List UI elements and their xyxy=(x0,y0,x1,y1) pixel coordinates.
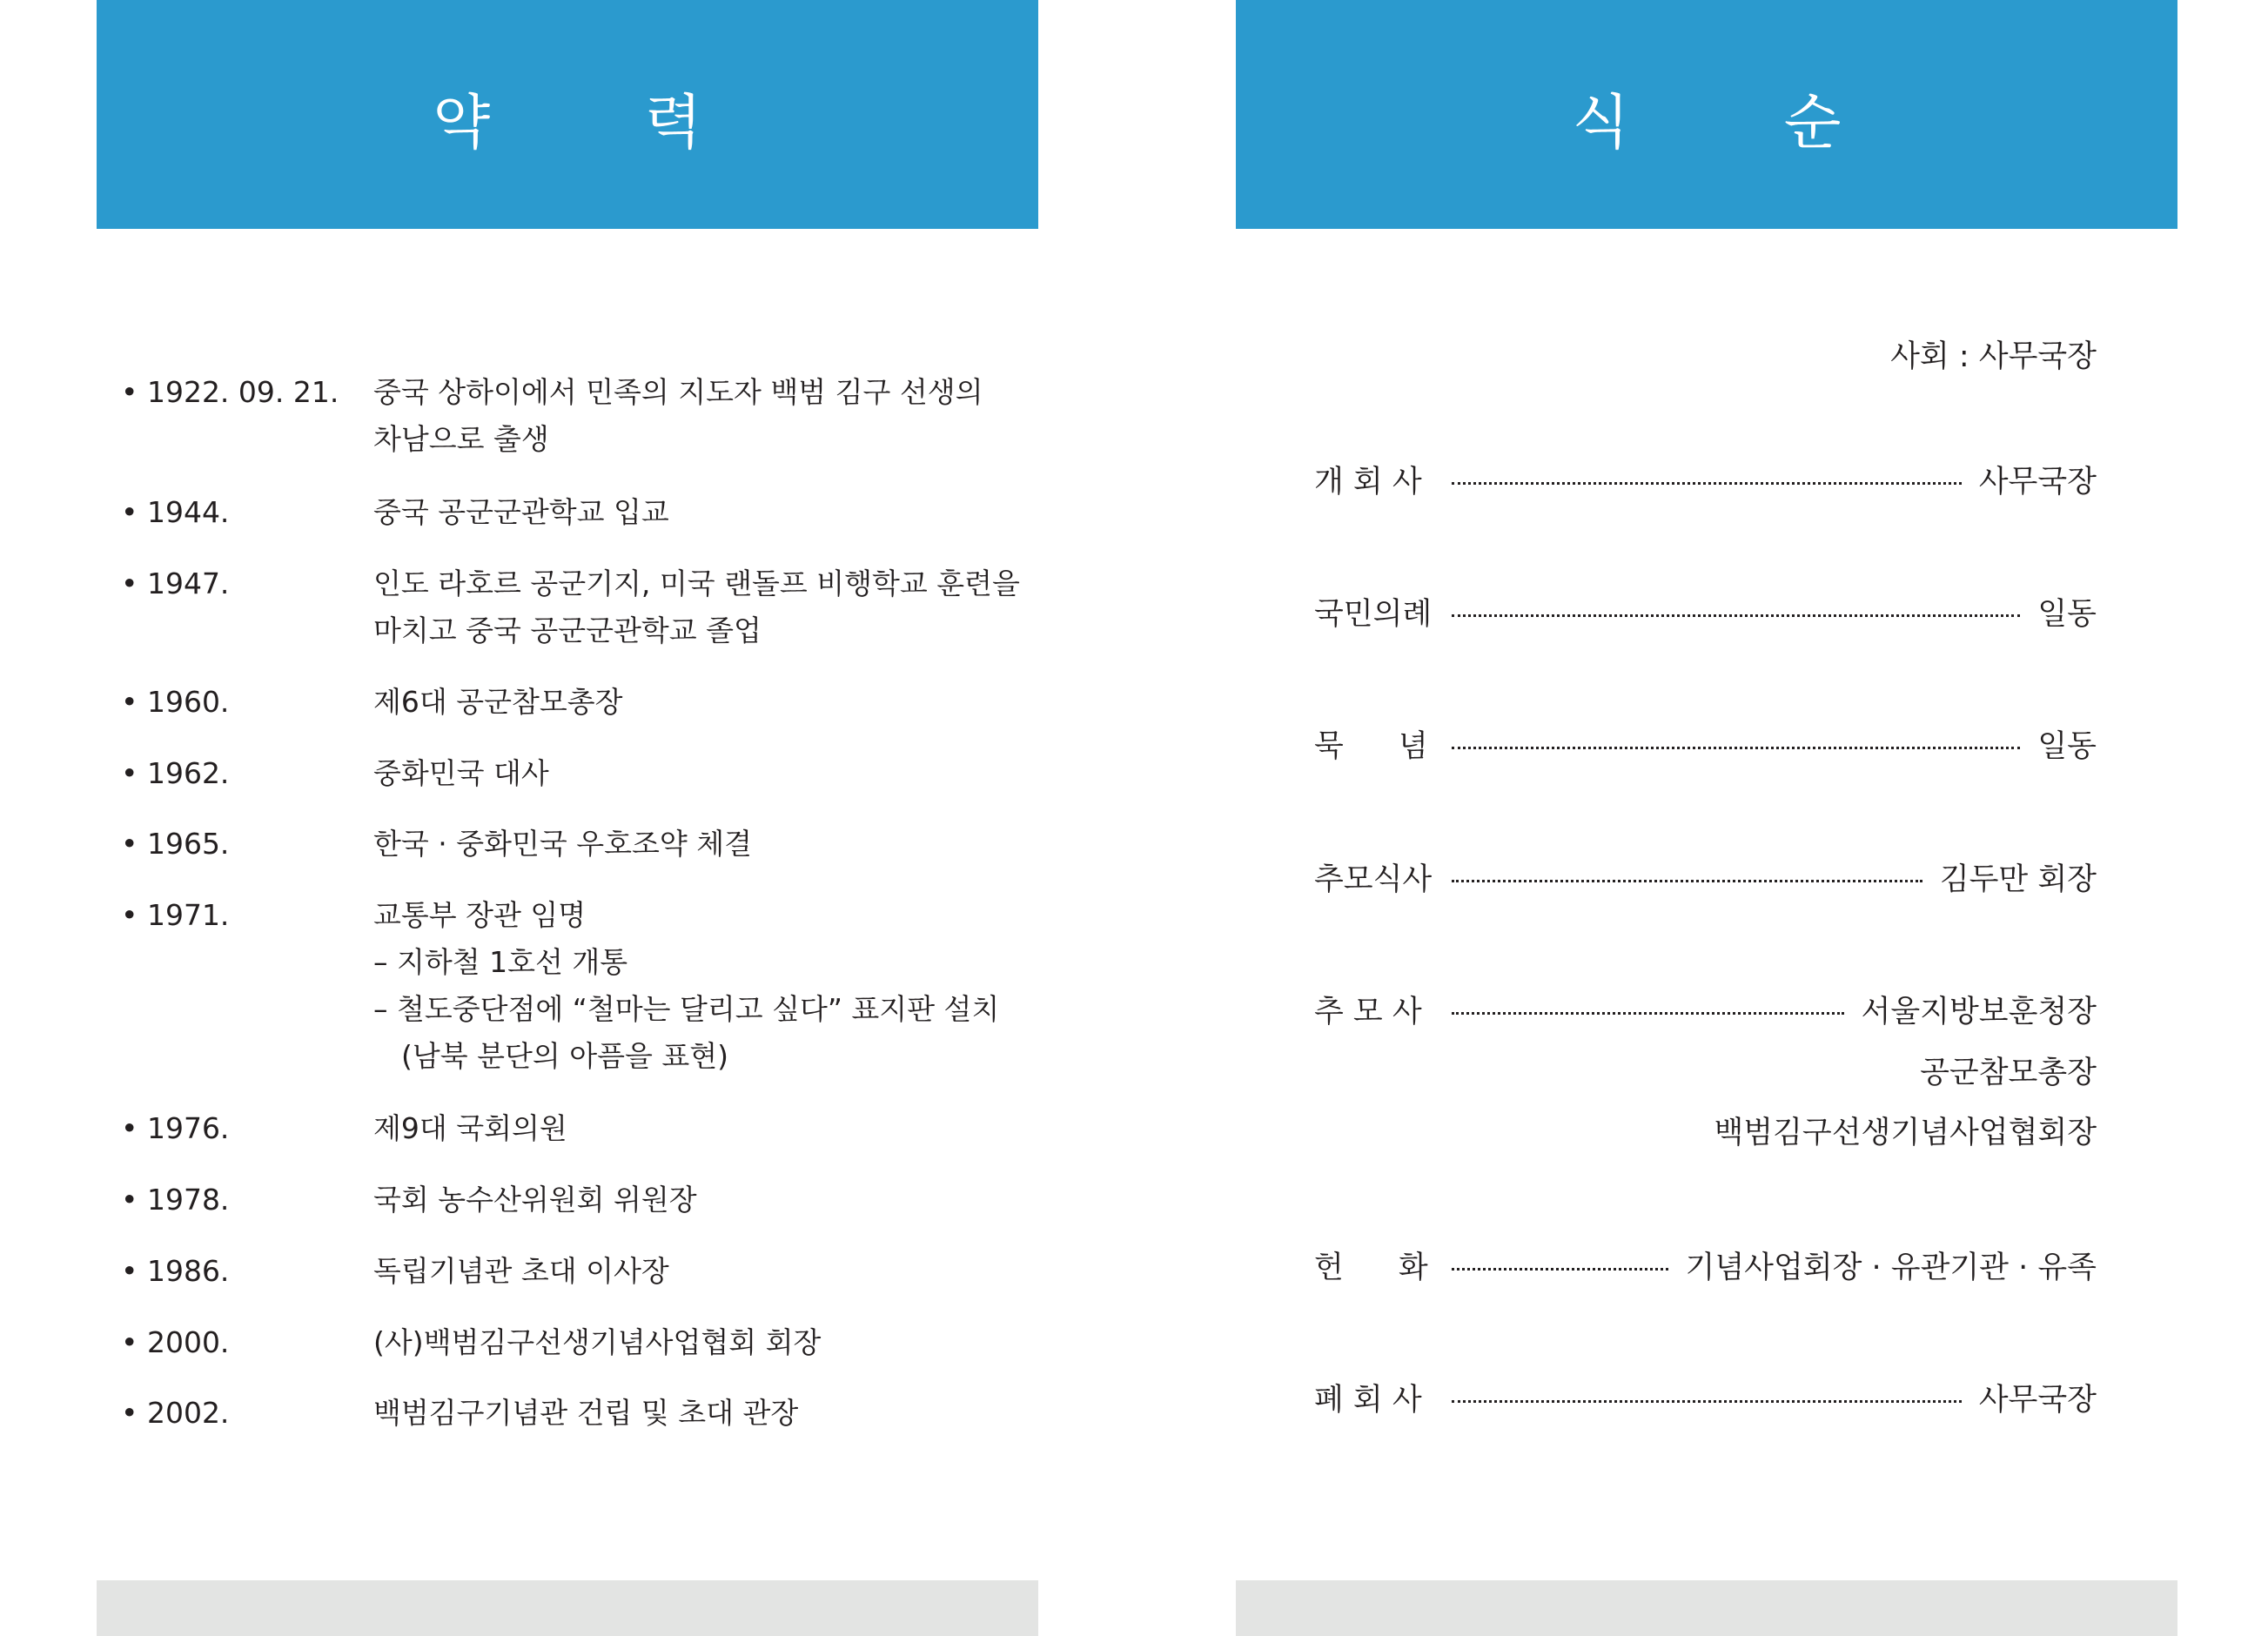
program-item-label: 개 회 사 xyxy=(1314,465,1422,500)
career-year: • 1965. xyxy=(121,827,230,861)
program-header xyxy=(1236,0,2177,229)
career-line: (남북 분단의 아픔을 표현) xyxy=(401,1039,728,1073)
career-year: • 2000. xyxy=(121,1325,230,1359)
career-title: 약 력 xyxy=(433,89,770,158)
dotted-leader xyxy=(1452,614,2020,617)
career-line: – 철도중단점에 “철마는 달리고 싶다” 표지판 설치 xyxy=(373,992,1000,1026)
career-line: 제6대 공군참모총장 xyxy=(373,685,623,719)
career-line: 차남으로 출생 xyxy=(373,422,549,456)
career-line: 백범김구기념관 건립 및 초대 관장 xyxy=(373,1396,799,1430)
program-item-label: 헌 화 xyxy=(1314,1250,1428,1285)
program-item-leader xyxy=(1452,856,2097,903)
career-line: 마치고 중국 공군군관학교 졸업 xyxy=(373,614,762,647)
career-desc xyxy=(373,1105,1035,1152)
career-line: – 지하철 1호선 개통 xyxy=(373,945,628,979)
program-item-leader xyxy=(1452,1244,2097,1291)
program-panel xyxy=(1236,0,2177,1636)
career-year: • 1978. xyxy=(121,1183,230,1217)
career-line: 국회 농수산위원회 위원장 xyxy=(373,1183,697,1217)
career-desc xyxy=(373,1390,1035,1437)
career-line: (사)백범김구선생기념사업협회 회장 xyxy=(373,1325,822,1359)
program-item-leader xyxy=(1452,591,2097,638)
career-desc xyxy=(373,369,1035,463)
program-item-value: 서울지방보훈청장 xyxy=(1861,995,2097,1029)
career-desc xyxy=(373,892,1035,1080)
program-item xyxy=(1314,723,2097,770)
career-year: • 2002. xyxy=(121,1396,230,1430)
program-item-leader xyxy=(1452,459,2097,506)
program-item xyxy=(1314,1377,2097,1424)
career-desc xyxy=(373,750,1035,797)
program-item-label: 국민의례 xyxy=(1314,597,1433,632)
program-item-extra-value: 공군참모총장 xyxy=(1920,1056,2097,1090)
dotted-leader xyxy=(1452,880,1922,882)
dotted-leader xyxy=(1452,1268,1668,1271)
career-year: • 1971. xyxy=(121,898,230,932)
career-desc xyxy=(373,489,1035,536)
footer-bar xyxy=(97,1580,1038,1636)
career-desc xyxy=(373,679,1035,726)
program-item-leader xyxy=(1452,989,2097,1036)
career-line: 제9대 국회의원 xyxy=(373,1111,567,1145)
program-item-value: 김두만 회장 xyxy=(1939,862,2097,897)
program-item-label: 폐 회 사 xyxy=(1314,1383,1422,1418)
career-line: 중화민국 대사 xyxy=(373,756,549,790)
career-line: 한국 · 중화민국 우호조약 체결 xyxy=(373,827,752,861)
career-line: 교통부 장관 임명 xyxy=(373,898,587,932)
career-desc xyxy=(373,560,1035,654)
dotted-leader xyxy=(1452,1012,1844,1015)
program-item xyxy=(1314,856,2097,903)
career-year: • 1922. 09. 21. xyxy=(121,375,339,409)
program-item-value: 사무국장 xyxy=(1978,1383,2097,1418)
career-desc xyxy=(373,1319,1035,1366)
career-line: 중국 공군군관학교 입교 xyxy=(373,495,669,529)
career-line: 중국 상하이에서 민족의 지도자 백범 김구 선생의 xyxy=(373,375,983,409)
program-item-value: 기념사업회장 · 유관기관 · 유족 xyxy=(1685,1250,2097,1285)
career-year: • 1947. xyxy=(121,567,230,600)
footer-bar xyxy=(1236,1580,2177,1636)
program-item xyxy=(1314,591,2097,638)
program-item-value: 사무국장 xyxy=(1978,465,2097,500)
career-year: • 1944. xyxy=(121,495,230,529)
career-year: • 1960. xyxy=(121,685,230,719)
career-desc xyxy=(373,1177,1035,1224)
program-item xyxy=(1314,1244,2097,1291)
career-header xyxy=(97,0,1038,229)
dotted-leader xyxy=(1452,482,1962,485)
career-desc xyxy=(373,821,1035,868)
career-year: • 1976. xyxy=(121,1111,230,1145)
program-item xyxy=(1314,459,2097,506)
career-line: 독립기념관 초대 이사장 xyxy=(373,1254,669,1288)
program-item-label: 추모식사 xyxy=(1314,862,1433,897)
program-item-extra-value: 백범김구선생기념사업협회장 xyxy=(1714,1116,2097,1150)
career-panel xyxy=(97,0,1038,1636)
program-item-label: 추 모 사 xyxy=(1314,995,1422,1029)
program-host: 사회 : 사무국장 xyxy=(1890,339,2097,374)
program-item-leader xyxy=(1452,723,2097,770)
dotted-leader xyxy=(1452,747,2020,749)
program-item-value: 일동 xyxy=(2037,597,2097,632)
career-year: • 1962. xyxy=(121,756,230,790)
program-item-label: 묵 념 xyxy=(1314,729,1428,764)
program-item xyxy=(1314,989,2097,1036)
dotted-leader xyxy=(1452,1400,1962,1403)
career-line: 인도 라호르 공군기지, 미국 랜돌프 비행학교 훈련을 xyxy=(373,567,1020,600)
program-title: 식 순 xyxy=(1572,89,1909,158)
career-year: • 1986. xyxy=(121,1254,230,1288)
program-item-value: 일동 xyxy=(2037,729,2097,764)
career-desc xyxy=(373,1248,1035,1295)
program-item-leader xyxy=(1452,1377,2097,1424)
